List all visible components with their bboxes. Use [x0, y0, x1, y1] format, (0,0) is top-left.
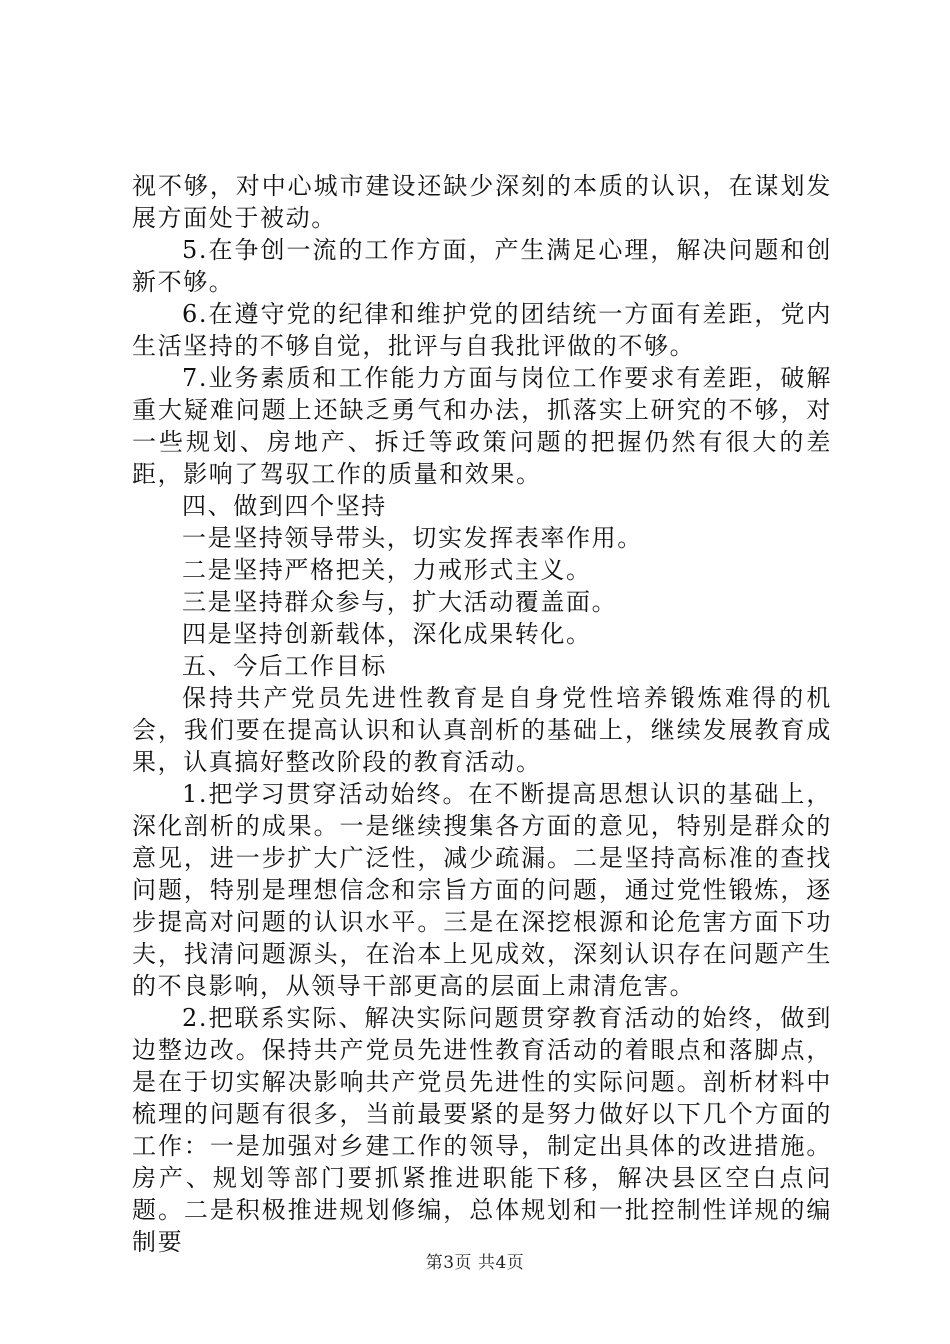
- paragraph: 5.在争创一流的工作方面，产生满足心理，解决问题和创新不够。: [132, 236, 832, 296]
- paragraph: 保持共产党员先进性教育是自身党性培养锻炼难得的机会，我们要在提高认识和认真剖析的基础上，继续发展教育成果，认真搞好整改阶段的教育活动。: [132, 684, 832, 776]
- list-item: 一是坚持领导带头，切实发挥表率作用。: [182, 524, 643, 552]
- paragraph: 7.业务素质和工作能力方面与岗位工作要求有差距，破解重大疑难问题上还缺乏勇气和办法，抓落实上研究的不够，对一些规划、房地产、拆迁等政策问题的把握仍然有很大的差距，影响了驾驭工作的质量和效果。: [132, 364, 832, 488]
- list-item: 二是坚持严格把关，力戒形式主义。: [182, 556, 592, 584]
- list-item: 三是坚持群众参与，扩大活动覆盖面。: [182, 588, 618, 616]
- paragraph: 2.把联系实际、解决实际问题贯穿教育活动的始终，做到边整边改。保持共产党员先进性教育活动的着眼点和落脚点，是在于切实解决影响共产党员先进性的实际问题。剖析材料中梳理的问题有很多，当前最要紧的是努力做好以下几个方面的工作：一是加强对乡建工作的领导，制定出具体的改进措施。房产、规划等部门要抓紧推进职能下移，解决县区空白点问题。二是积极推进规划修编，总体规划和一批控制性详规的编制要: [132, 1004, 832, 1256]
- section-heading: 五、今后工作目标: [182, 652, 387, 680]
- list-item: 四是坚持创新载体，深化成果转化。: [182, 620, 592, 648]
- paragraph: 视不够，对中心城市建设还缺少深刻的本质的认识，在谋划发展方面处于被动。: [132, 172, 832, 232]
- document-body: [132, 170, 832, 1258]
- paragraph: 1.把学习贯穿活动始终。在不断提高思想认识的基础上，深化剖析的成果。一是继续搜集各方面的意见，特别是群众的意见，进一步扩大广泛性，减少疏漏。二是坚持高标准的查找问题，特别是理想信念和宗旨方面的问题，通过党性锻炼，逐步提高对问题的认识水平。三是在深挖根源和论危害方面下功夫，找清问题源头，在治本上见成效，深刻认识存在问题产生的不良影响，从领导干部更高的层面上肃清危害。: [132, 780, 832, 1000]
- paragraph: 6.在遵守党的纪律和维护党的团结统一方面有差距，党内生活坚持的不够自觉，批评与自我批评做的不够。: [132, 300, 832, 360]
- page-number-footer: 第3页 共4页: [425, 1253, 525, 1273]
- section-heading: 四、做到四个坚持: [182, 492, 387, 520]
